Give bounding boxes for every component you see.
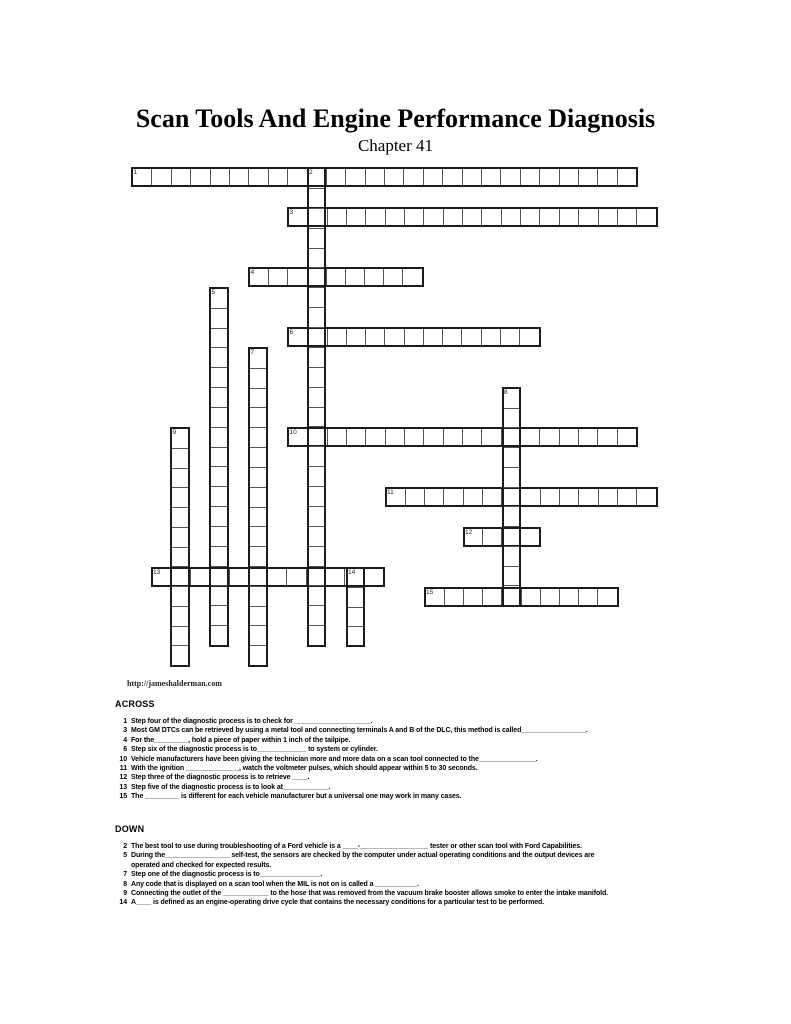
grid-cell <box>618 429 636 445</box>
grid-cell <box>560 589 579 605</box>
grid-cell <box>521 529 539 545</box>
clue-text: For the_________, hold a piece of paper within 1 inch of the tailpipe. <box>131 736 351 744</box>
chapter-subtitle: Chapter 41 <box>357 136 434 155</box>
grid-cell <box>309 427 325 447</box>
grid-cell <box>424 169 443 185</box>
grid-cell <box>211 606 227 626</box>
grid-cell <box>560 169 579 185</box>
clue-row-15 <box>115 792 775 801</box>
grid-cell <box>504 507 520 527</box>
grid-cell <box>250 607 266 627</box>
grid-cell <box>172 607 188 627</box>
grid-cell <box>211 527 227 547</box>
grid-cell <box>579 169 598 185</box>
grid-cell <box>618 169 636 185</box>
grid-cell <box>463 169 482 185</box>
grid-cell <box>250 547 266 567</box>
grid-cell <box>309 467 325 487</box>
word-4-across <box>248 267 424 287</box>
grid-cell <box>211 309 227 329</box>
grid-cell <box>521 429 540 445</box>
grid-cell <box>309 229 325 249</box>
grid-cell <box>618 489 637 505</box>
grid-cell <box>211 388 227 408</box>
clue-text: With the ignition ______________, watch the voltmeter pulses, which should appear within 5 to 30 seconds. <box>131 765 478 773</box>
grid-cell <box>309 507 325 527</box>
grid-cell <box>172 528 188 548</box>
grid-cell <box>211 428 227 448</box>
grid-cell <box>328 209 347 225</box>
clue-number: 14 <box>119 899 127 907</box>
grid-cell <box>288 269 307 285</box>
clue-row-14 <box>115 898 775 907</box>
grid-cell <box>598 169 617 185</box>
grid-cell <box>404 169 423 185</box>
grid-cell <box>483 529 502 545</box>
down-clue-list <box>115 842 775 908</box>
grid-cell <box>309 408 325 428</box>
grid-cell <box>579 429 598 445</box>
grid-cell <box>211 626 227 645</box>
grid-cell <box>250 626 266 646</box>
grid-cell <box>364 569 382 585</box>
grid-cell <box>309 626 325 645</box>
grid-cell <box>579 589 598 605</box>
grid-cell <box>637 489 655 505</box>
clue-number: 7 <box>123 871 127 879</box>
grid-number-10: 10 <box>289 429 297 436</box>
grid-cell <box>211 586 227 606</box>
grid-cell <box>637 209 655 225</box>
grid-cell <box>504 567 520 587</box>
grid-cell <box>501 329 520 345</box>
grid-cell <box>463 429 482 445</box>
grid-cell <box>250 567 266 587</box>
clue-text: The _________ is different for each vehicle manufacturer but a universal one may work in many cases. <box>131 793 462 801</box>
grid-cell <box>211 448 227 468</box>
clue-row-2 <box>115 842 775 851</box>
grid-cell <box>326 569 345 585</box>
grid-number-12: 12 <box>465 529 473 536</box>
clue-row-3 <box>115 726 775 735</box>
grid-cell <box>502 209 521 225</box>
grid-cell <box>560 209 579 225</box>
grid-cell <box>463 209 482 225</box>
clue-text: Vehicle manufacturers have been giving the technician more and more data on a scan tool connected to the_______________. <box>131 755 538 763</box>
word-15-across <box>424 587 619 607</box>
clue-number: 15 <box>119 793 127 801</box>
grid-cell <box>346 269 365 285</box>
grid-cell <box>444 429 463 445</box>
across-header: ACROSS <box>115 699 155 709</box>
clue-row-4 <box>115 736 775 745</box>
clue-number: 10 <box>119 755 127 763</box>
grid-cell <box>366 169 385 185</box>
grid-cell <box>327 269 346 285</box>
clue-number: 13 <box>119 783 127 791</box>
clue-row-5 <box>115 851 775 870</box>
grid-cell <box>464 589 483 605</box>
word-9-down <box>170 427 190 667</box>
grid-cell <box>172 646 188 665</box>
grid-cell <box>504 527 520 547</box>
grid-cell <box>522 589 541 605</box>
grid-cell <box>309 606 325 626</box>
grid-cell <box>520 329 538 345</box>
grid-cell <box>618 209 637 225</box>
grid-cell <box>172 567 188 587</box>
grid-cell <box>483 489 502 505</box>
clue-number: 8 <box>123 880 127 888</box>
clue-text: The best tool to use during troubleshooting of a Ford vehicle is a ____-__________________ tester or other scan tool with Ford Capabilities. <box>131 843 582 850</box>
grid-cell <box>365 269 384 285</box>
grid-cell <box>444 209 463 225</box>
grid-cell <box>309 288 325 308</box>
grid-cell <box>521 489 540 505</box>
word-3-across <box>287 207 658 227</box>
grid-number-13: 13 <box>153 569 161 576</box>
grid-cell <box>521 169 540 185</box>
grid-cell <box>152 169 171 185</box>
grid-cell <box>405 209 424 225</box>
grid-number-9: 9 <box>172 429 177 436</box>
grid-cell <box>230 169 249 185</box>
grid-cell <box>211 329 227 349</box>
grid-cell <box>250 508 266 528</box>
grid-number-11: 11 <box>387 489 394 496</box>
grid-cell <box>211 567 227 587</box>
grid-cell <box>309 189 325 209</box>
clue-row-11 <box>115 764 775 773</box>
grid-cell <box>385 329 404 345</box>
grid-cell <box>250 527 266 547</box>
grid-cell <box>211 408 227 428</box>
grid-cell <box>579 209 598 225</box>
grid-cell <box>348 588 364 607</box>
word-8-down <box>502 387 522 607</box>
grid-cell <box>309 308 325 328</box>
grid-cell <box>504 586 520 605</box>
grid-number-6: 6 <box>289 329 294 336</box>
grid-cell <box>250 369 266 389</box>
grid-cell <box>211 547 227 567</box>
grid-cell <box>443 169 462 185</box>
url-note: http://jameshalderman.com <box>127 679 222 688</box>
grid-cell <box>541 489 560 505</box>
grid-cell <box>445 589 464 605</box>
grid-cell <box>309 209 325 229</box>
clue-number: 3 <box>123 727 127 735</box>
clue-text: Connecting the outlet of the ____________ to the hose that was removed from the vacuum brake booster allows smoke to enter the intake manifold. <box>131 890 608 898</box>
grid-cell <box>521 209 540 225</box>
clue-row-8 <box>115 880 775 889</box>
grid-cell <box>191 169 210 185</box>
grid-number-7: 7 <box>250 349 255 356</box>
clue-row-13 <box>115 783 775 792</box>
clue-text: Most GM DTCs can be retrieved by using a metal tool and connecting terminals A and B of the DLC, this method is called_________________. <box>131 727 588 735</box>
clue-text: Step six of the diagnostic process is to_____________ to system or cylinder. <box>131 746 378 754</box>
grid-cell <box>443 329 462 345</box>
grid-cell <box>250 488 266 508</box>
grid-cell <box>250 646 266 665</box>
grid-cell <box>309 328 325 348</box>
grid-cell <box>386 209 405 225</box>
grid-cell <box>579 489 598 505</box>
grid-cell <box>424 329 443 345</box>
grid-cell <box>425 489 444 505</box>
grid-cell <box>211 169 230 185</box>
grid-cell <box>424 209 443 225</box>
grid-cell <box>501 169 520 185</box>
grid-cell <box>269 269 288 285</box>
grid-cell <box>309 547 325 567</box>
grid-cell <box>598 429 617 445</box>
grid-cell <box>444 489 463 505</box>
across-clue-list <box>115 717 775 802</box>
clue-number: 12 <box>119 774 127 782</box>
grid-cell <box>366 329 385 345</box>
grid-number-14: 14 <box>348 569 356 576</box>
grid-cell <box>172 587 188 607</box>
grid-cell <box>347 209 366 225</box>
grid-number-5: 5 <box>211 289 216 296</box>
grid-cell <box>403 269 421 285</box>
grid-cell <box>328 329 347 345</box>
clue-number: 2 <box>123 843 127 850</box>
clue-row-10 <box>115 755 775 764</box>
grid-cell <box>288 169 307 185</box>
clue-number: 1 <box>123 718 127 725</box>
word-1-across <box>131 167 638 187</box>
grid-cell <box>211 507 227 527</box>
grid-cell <box>462 329 481 345</box>
word-11-across <box>385 487 658 507</box>
grid-cell <box>540 209 559 225</box>
grid-cell <box>541 589 560 605</box>
grid-cell <box>309 368 325 388</box>
grid-number-3: 3 <box>289 209 294 216</box>
grid-cell <box>406 489 425 505</box>
clue-text: A____ is defined as an engine-operating drive cycle that contains the necessary conditions for a particular test to be performed. <box>131 899 545 907</box>
grid-cell <box>309 567 325 587</box>
grid-cell <box>385 169 404 185</box>
word-14-down <box>346 567 366 647</box>
grid-cell <box>309 586 325 606</box>
clue-number: 4 <box>123 736 127 744</box>
clue-row-12 <box>115 773 775 782</box>
grid-cell <box>405 329 424 345</box>
grid-cell <box>172 488 188 508</box>
grid-cell <box>172 449 188 469</box>
page-title: Scan Tools And Engine Performance Diagnosis <box>135 104 656 133</box>
grid-cell <box>230 569 249 585</box>
grid-cell <box>424 429 443 445</box>
grid-cell <box>504 448 520 468</box>
grid-cell <box>504 547 520 567</box>
grid-number-1: 1 <box>133 169 138 176</box>
grid-cell <box>347 329 366 345</box>
grid-cell <box>366 429 385 445</box>
clue-text: Step one of the diagnostic process is to________________. <box>131 871 323 879</box>
clue-text: Step three of the diagnostic process is to retrieve ____. <box>131 774 310 782</box>
grid-cell <box>483 589 502 605</box>
grid-cell <box>309 268 325 288</box>
clue-text-continued: operated and checked for expected results. <box>131 861 272 869</box>
grid-cell <box>328 429 347 445</box>
grid-cell <box>211 368 227 388</box>
clue-number: 5 <box>123 852 127 860</box>
grid-cell <box>599 489 618 505</box>
grid-cell <box>250 448 266 468</box>
clue-number: 9 <box>123 890 127 898</box>
grid-cell <box>504 468 520 488</box>
grid-cell <box>482 329 501 345</box>
clue-text: Step five of the diagnostic process is to look at____________. <box>131 783 331 791</box>
grid-cell <box>287 569 306 585</box>
grid-cell <box>560 429 579 445</box>
grid-cell <box>540 169 559 185</box>
grid-cell <box>598 589 616 605</box>
grid-cell <box>405 429 424 445</box>
grid-cell <box>172 508 188 528</box>
grid-cell <box>211 467 227 487</box>
clue-text: Any code that is displayed on a scan tool when the MIL is not on is called a ___________. <box>131 880 419 888</box>
grid-cell <box>309 249 325 269</box>
grid-cell <box>386 429 405 445</box>
word-2-down <box>307 167 327 647</box>
grid-cell <box>347 429 366 445</box>
grid-cell <box>346 169 365 185</box>
clue-row-9 <box>115 889 775 898</box>
grid-cell <box>309 527 325 547</box>
word-7-down <box>248 347 268 667</box>
down-header: DOWN <box>115 824 145 834</box>
grid-cell <box>464 489 483 505</box>
grid-cell <box>250 408 266 428</box>
grid-cell <box>560 489 579 505</box>
clue-text: Step four of the diagnostic process is to check for ____________________. <box>131 718 373 725</box>
grid-cell <box>250 587 266 607</box>
grid-cell <box>327 169 346 185</box>
grid-number-8: 8 <box>504 389 508 396</box>
grid-cell <box>482 169 501 185</box>
grid-cell <box>309 388 325 408</box>
grid-number-2: 2 <box>309 169 313 176</box>
grid-cell <box>482 209 501 225</box>
grid-cell <box>348 608 364 627</box>
grid-cell <box>504 488 520 508</box>
grid-cell <box>172 169 191 185</box>
grid-cell <box>309 447 325 467</box>
grid-cell <box>482 429 501 445</box>
grid-cell <box>172 627 188 647</box>
grid-cell <box>540 429 559 445</box>
grid-cell <box>249 169 268 185</box>
grid-cell <box>309 487 325 507</box>
grid-cell <box>269 169 288 185</box>
grid-cell <box>599 209 618 225</box>
clue-number: 6 <box>123 746 127 754</box>
clue-row-1 <box>115 717 775 726</box>
grid-cell <box>504 428 520 448</box>
grid-cell <box>191 569 210 585</box>
clue-row-6 <box>115 745 775 754</box>
grid-cell <box>348 627 364 645</box>
clue-number: 11 <box>119 765 127 773</box>
clue-row-7 <box>115 870 775 879</box>
clue-text: During the_________________ self-test, the sensors are checked by the computer under actual operating conditions and the output devices are operated and checked for expected results. <box>131 852 595 869</box>
grid-cell <box>250 389 266 409</box>
grid-cell <box>250 428 266 448</box>
word-5-down <box>209 287 229 647</box>
grid-cell <box>366 209 385 225</box>
grid-cell <box>268 569 287 585</box>
grid-cell <box>172 548 188 568</box>
grid-cell <box>172 469 188 489</box>
grid-number-4: 4 <box>250 269 255 276</box>
grid-cell <box>250 468 266 488</box>
grid-cell <box>384 269 403 285</box>
grid-cell <box>211 487 227 507</box>
word-10-across <box>287 427 638 447</box>
grid-cell <box>309 348 325 368</box>
grid-cell <box>504 409 520 429</box>
grid-cell <box>211 348 227 368</box>
grid-number-15: 15 <box>426 589 434 596</box>
